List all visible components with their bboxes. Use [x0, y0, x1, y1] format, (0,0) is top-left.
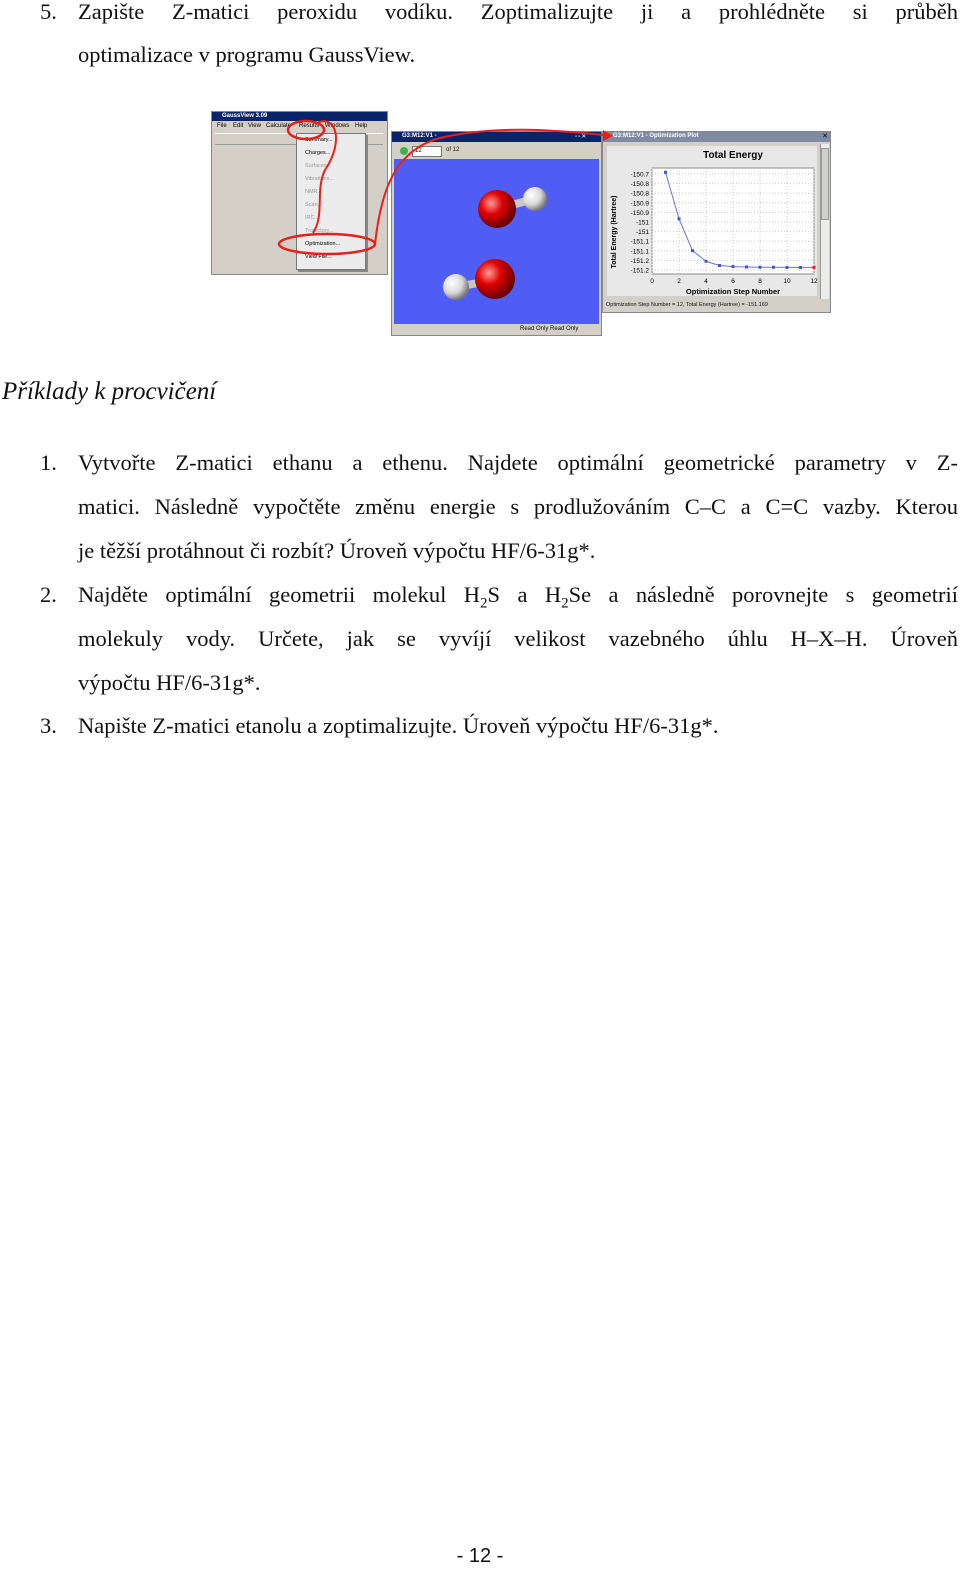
x-axis-label: Optimization Step Number — [685, 287, 781, 296]
energy-chart — [603, 142, 830, 300]
highlight-optimization-circle — [279, 234, 375, 254]
y-tick-label: -151 — [635, 219, 649, 227]
status-bar: Read Only Read Only — [520, 326, 579, 332]
x-tick-label: 2 — [677, 278, 681, 285]
data-point — [732, 265, 735, 268]
x-tick-label: 10 — [783, 278, 791, 285]
highlight-results-circle — [288, 121, 324, 139]
data-point — [799, 266, 802, 269]
window-controls[interactable]: ▫▫✕ — [575, 134, 588, 140]
y-tick-label: -150.8 — [630, 181, 649, 189]
arrow-to-plot — [375, 130, 603, 244]
y-axis-label: Total Energy (Hartree) — [611, 195, 618, 269]
list-number: 2. — [40, 582, 57, 607]
optimization-plot-window — [602, 131, 831, 313]
window-title: G3:M12:V1 - Optimization Plot — [603, 132, 830, 142]
menu-item-nmr: NMR... — [305, 189, 323, 195]
y-tick-label: -150.9 — [630, 200, 649, 208]
paragraph-line: Zapište Z-matici peroxidu vodíku. Zoptimalizujte ji a prohlédněte si průběh — [78, 0, 958, 24]
y-tick-label: -151.1 — [630, 248, 649, 256]
paragraph-line: Najděte optimální geometrii molekul $H_2S$ a $H_2Se$ a následně porovnejte s geometrií — [78, 582, 959, 612]
list-number: 3. — [40, 713, 57, 738]
y-tick-label: -150.9 — [630, 209, 649, 217]
data-point — [678, 217, 681, 220]
list-number: 1. — [40, 450, 57, 475]
paragraph-line: matici. Následně vypočtěte změnu energie s prodlužováním C–C a C=C vazby. Kterou — [78, 494, 958, 519]
window-title: GaussView 3.09 — [212, 112, 387, 121]
paragraph-line: Napište Z-matici etanolu a zoptimalizujte. Úroveň výpočtu HF/6-31g*. — [78, 713, 719, 738]
menu-item-optimization[interactable]: Optimization... — [305, 241, 341, 247]
y-tick-label: -151.2 — [630, 267, 649, 275]
data-point — [772, 266, 775, 269]
list-number: 5. — [40, 0, 57, 24]
data-point — [786, 266, 789, 269]
data-point — [759, 266, 762, 269]
menu-calculate[interactable]: Calculate — [266, 123, 292, 129]
arrow-head — [603, 130, 613, 141]
annotation-overlay — [205, 100, 625, 280]
paragraph-line: Vytvořte Z-matici ethanu a ethenu. Najdete optimální geometrické parametry v Z- — [78, 450, 958, 475]
menu-help[interactable]: Help — [355, 123, 368, 129]
menu-edit[interactable]: Edit — [233, 123, 244, 129]
y-tick-label: -151.2 — [630, 257, 649, 265]
y-tick-label: -151 — [635, 229, 649, 237]
section-heading: Příklady k procvičení — [2, 378, 217, 405]
y-tick-label: -151.1 — [630, 238, 649, 246]
data-point — [664, 171, 667, 174]
menu-item-view-file[interactable]: View File... — [305, 254, 332, 260]
paragraph-line: optimalizace v programu GaussView. — [78, 42, 416, 67]
menu-item-summary[interactable]: Summary... — [305, 137, 333, 143]
menu-item-surfaces: Surfaces... — [305, 163, 332, 169]
y-tick-label: -150.8 — [630, 190, 649, 198]
menu-windows[interactable]: Windows — [325, 123, 350, 129]
step-of-label: of 12 — [446, 147, 460, 153]
data-point — [745, 266, 748, 269]
paragraph-line: je těžší protáhnout či rozbít? Úroveň výpočtu HF/6-31g*. — [78, 538, 596, 563]
menu-item-irc: IRC... — [305, 215, 320, 221]
x-tick-label: 0 — [650, 278, 654, 285]
page-number: - 12 - — [456, 1545, 504, 1567]
close-icon[interactable]: ✕ — [822, 133, 828, 140]
y-tick-label: -150.7 — [630, 171, 649, 179]
menu-view[interactable]: View — [248, 123, 261, 129]
data-point — [705, 260, 708, 263]
x-tick-label: 12 — [810, 278, 818, 285]
vertical-scrollbar[interactable] — [820, 144, 829, 299]
data-point — [691, 249, 694, 252]
data-point — [718, 264, 721, 267]
x-tick-label: 8 — [758, 278, 762, 285]
data-point — [813, 266, 816, 269]
menu-item-trajectory: Trajectory... — [305, 228, 334, 234]
menu-results[interactable]: Results — [299, 123, 320, 129]
menu-item-scan: Scan... — [305, 202, 323, 208]
x-tick-label: 4 — [704, 278, 708, 285]
menu-file[interactable]: File — [217, 123, 227, 129]
chart-title: Total Energy — [703, 150, 763, 161]
x-tick-label: 6 — [731, 278, 735, 285]
scrollbar-thumb[interactable] — [821, 148, 829, 220]
plot-status-line: Optimization Step Number = 12, Total Energy (Hartree) = -151.169 — [606, 302, 768, 308]
window-title: G3:M12:V1 - — [392, 132, 601, 142]
paragraph-line: výpočtu HF/6-31g*. — [78, 670, 261, 695]
menu-item-charges[interactable]: Charges... — [305, 150, 331, 156]
menu-item-vibrations: Vibrations... — [305, 176, 334, 182]
paragraph-line: molekuly vody. Určete, jak se vyvíjí velikost vazebného úhlu H–X–H. Úroveň — [78, 626, 958, 651]
step-spinbox[interactable]: 12 — [412, 146, 442, 157]
